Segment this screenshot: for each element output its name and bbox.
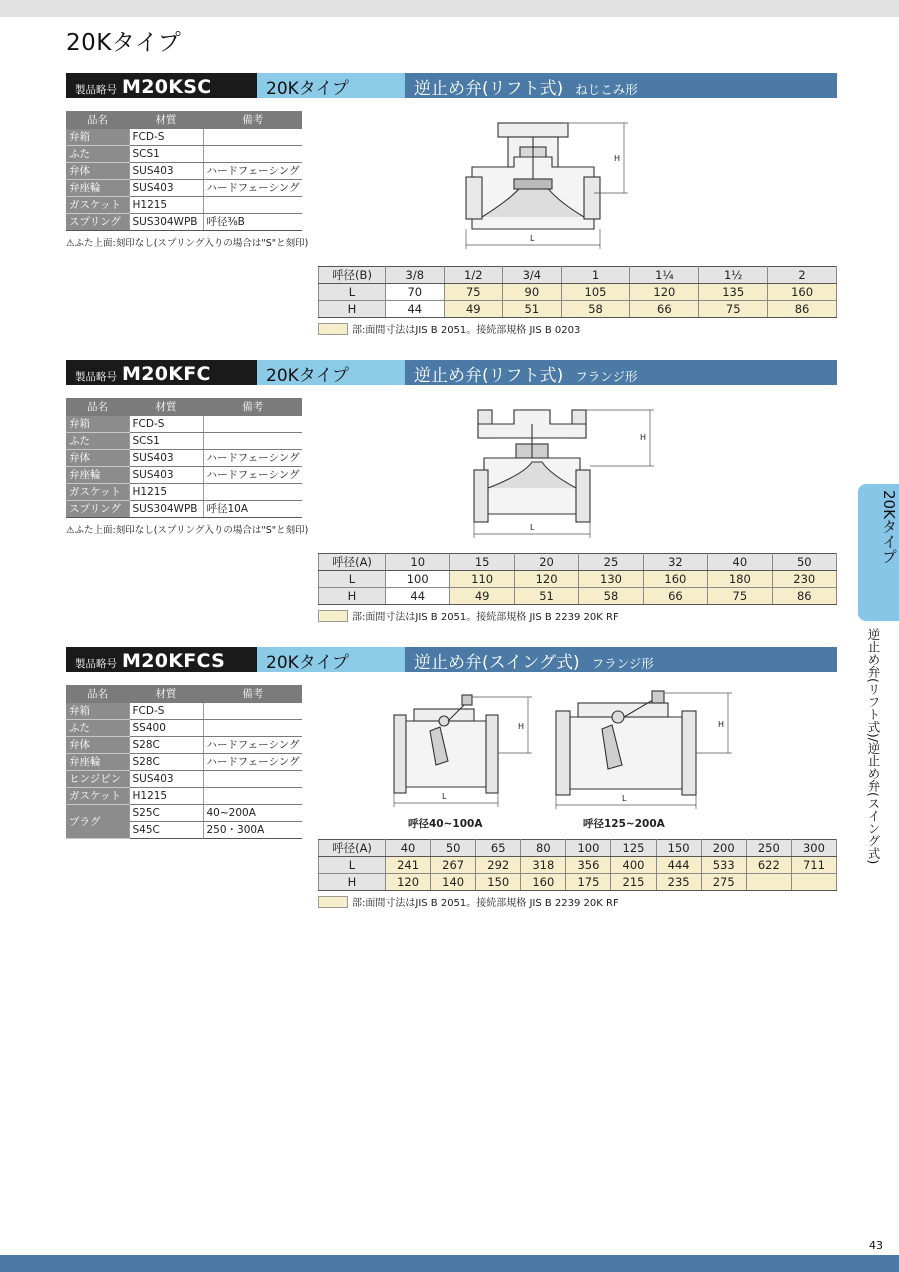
- dim-value: 230: [772, 571, 836, 588]
- dim-value: 175: [566, 874, 611, 891]
- table-row: [66, 787, 302, 804]
- dim-value: 75: [708, 588, 772, 605]
- material: S28C: [129, 753, 203, 770]
- dim-value: 86: [772, 588, 836, 605]
- table-row: [66, 213, 302, 230]
- dim-value: 100: [386, 571, 450, 588]
- material: SCS1: [129, 432, 203, 449]
- table-row: [66, 162, 302, 179]
- dim-head: 10: [386, 554, 450, 571]
- dim-value: 58: [579, 588, 643, 605]
- section-m20kfc: [66, 360, 837, 622]
- lift-check-valve-threaded-drawing: [464, 117, 644, 257]
- row-label: L: [319, 284, 386, 301]
- section-header: [66, 73, 837, 98]
- table-row: [66, 196, 302, 213]
- dim-head: 呼径(A): [319, 840, 386, 857]
- row-label: H: [319, 588, 386, 605]
- dim-label-l: L: [530, 523, 535, 532]
- remark: [203, 483, 302, 500]
- dim-head: 40: [386, 840, 431, 857]
- dim-value: 120: [630, 284, 699, 301]
- dim-head: 50: [431, 840, 476, 857]
- dim-value: 66: [643, 588, 707, 605]
- product-code-label: 製品略号: [75, 371, 117, 383]
- part-name: 弁箱: [66, 415, 129, 432]
- dim-head: 150: [656, 840, 701, 857]
- table-row: [66, 770, 302, 787]
- dim-value: 235: [656, 874, 701, 891]
- materials-header-row: [66, 398, 302, 415]
- material: FCD-S: [129, 128, 203, 145]
- part-name: ふた: [66, 432, 129, 449]
- highlight-swatch: [318, 323, 348, 335]
- dim-label-h: H: [718, 720, 725, 729]
- table-row: [319, 874, 837, 891]
- dim-head: 1/2: [444, 267, 503, 284]
- part-name: 弁座輪: [66, 466, 129, 483]
- dim-label-l: L: [530, 234, 535, 243]
- dim-label-l: L: [622, 794, 627, 803]
- highlight-swatch: [318, 610, 348, 622]
- dimensions-table: [318, 839, 837, 891]
- part-name: 弁体: [66, 736, 129, 753]
- remark: [203, 787, 302, 804]
- dim-head: 80: [521, 840, 566, 857]
- part-name: ガスケット: [66, 196, 129, 213]
- product-name-block: [405, 73, 837, 98]
- materials-header-row: [66, 685, 302, 702]
- legend-text: 部:面間寸法はJIS B 2051。接続部規格 JIS B 2239 20K RF: [352, 898, 619, 909]
- material: H1215: [129, 483, 203, 500]
- material: S28C: [129, 736, 203, 753]
- type-label: 20Kタイプ: [257, 647, 405, 672]
- part-name: プラグ: [66, 804, 129, 838]
- table-row: [66, 415, 302, 432]
- col-part: 品名: [66, 398, 129, 415]
- table-row: [66, 449, 302, 466]
- dim-value: 49: [450, 588, 514, 605]
- dim-header-row: [319, 267, 837, 284]
- table-row: [319, 588, 837, 605]
- side-tab-label: 20Kタイプ: [880, 490, 898, 564]
- cover-marking-note: ⚠ふた上面:刻印なし(スプリング入りの場合は"S"と刻印): [66, 525, 309, 536]
- dim-value: 622: [746, 857, 791, 874]
- dim-value: 444: [656, 857, 701, 874]
- dim-value: 241: [386, 857, 431, 874]
- part-name: ヒンジピン: [66, 770, 129, 787]
- side-category-label: 逆止め弁(リフト式)/逆止め弁(スイング式): [866, 628, 881, 865]
- dim-head: 200: [701, 840, 746, 857]
- dim-value: 51: [514, 588, 578, 605]
- type-label: 20Kタイプ: [257, 360, 405, 385]
- remark: ハードフェーシング: [203, 466, 302, 483]
- dim-label-h: H: [518, 722, 525, 731]
- table-row: [66, 500, 302, 517]
- material: S25C: [129, 804, 203, 821]
- page-number: 43: [869, 1239, 883, 1252]
- col-material: 材質: [129, 111, 203, 128]
- part-name: 弁座輪: [66, 179, 129, 196]
- dim-value: 58: [561, 301, 630, 318]
- product-code-label: 製品略号: [75, 84, 117, 96]
- remark: [203, 702, 302, 719]
- remark: [203, 432, 302, 449]
- remark: [203, 145, 302, 162]
- dim-value: 160: [521, 874, 566, 891]
- dim-value: 160: [768, 284, 837, 301]
- part-name: ふた: [66, 145, 129, 162]
- col-material: 材質: [129, 685, 203, 702]
- swing-check-valve-small-drawing: [388, 691, 538, 811]
- dim-value: 51: [503, 301, 562, 318]
- dim-head: 32: [643, 554, 707, 571]
- dim-head: 呼径(B): [319, 267, 386, 284]
- material: H1215: [129, 196, 203, 213]
- product-code-block: [66, 73, 257, 98]
- product-code-block: [66, 647, 257, 672]
- part-name: スプリング: [66, 500, 129, 517]
- table-row: [66, 128, 302, 145]
- remark: [203, 719, 302, 736]
- section-m20ksc: [66, 73, 837, 336]
- table-row: [319, 301, 837, 318]
- dim-legend: [318, 321, 580, 336]
- lift-check-valve-flanged-drawing: [464, 404, 664, 540]
- col-material: 材質: [129, 398, 203, 415]
- dim-head: 15: [450, 554, 514, 571]
- dim-value: 292: [476, 857, 521, 874]
- product-name-block: [405, 360, 837, 385]
- dim-value: 533: [701, 857, 746, 874]
- highlight-swatch: [318, 896, 348, 908]
- dim-head: 3/8: [386, 267, 445, 284]
- dim-value: 318: [521, 857, 566, 874]
- part-name: 弁箱: [66, 128, 129, 145]
- dim-head: 25: [579, 554, 643, 571]
- dim-head: 50: [772, 554, 836, 571]
- product-name: 逆止め弁(リフト式): [414, 79, 564, 99]
- dim-legend: [318, 894, 619, 909]
- dim-header-row: [319, 554, 837, 571]
- dim-head: 40: [708, 554, 772, 571]
- table-row: [66, 702, 302, 719]
- dim-value: 135: [699, 284, 768, 301]
- remark: ハードフェーシング: [203, 736, 302, 753]
- section-header: [66, 647, 837, 672]
- type-label: 20Kタイプ: [257, 73, 405, 98]
- section-m20kfcs: [66, 647, 837, 912]
- dim-value: 180: [708, 571, 772, 588]
- product-subtype: フランジ形: [575, 369, 638, 384]
- dim-head: 1: [561, 267, 630, 284]
- bottom-bar: [0, 1255, 899, 1272]
- dim-value: 86: [768, 301, 837, 318]
- remark: ハードフェーシング: [203, 753, 302, 770]
- dim-head: 100: [566, 840, 611, 857]
- dim-head: 呼径(A): [319, 554, 386, 571]
- dim-head: 1¼: [630, 267, 699, 284]
- table-row: [319, 571, 837, 588]
- row-label: H: [319, 301, 386, 318]
- materials-header-row: [66, 111, 302, 128]
- material: SUS403: [129, 449, 203, 466]
- dim-head: 125: [611, 840, 656, 857]
- swing-check-valve-large-drawing: [548, 689, 738, 813]
- part-name: ガスケット: [66, 483, 129, 500]
- material: S45C: [129, 821, 203, 838]
- dim-value: 44: [386, 301, 445, 318]
- part-name: 弁体: [66, 162, 129, 179]
- material: H1215: [129, 787, 203, 804]
- legend-text: 部:面間寸法はJIS B 2051。接続部規格 JIS B 0203: [352, 325, 581, 336]
- remark: ハードフェーシング: [203, 179, 302, 196]
- dim-value: 70: [386, 284, 445, 301]
- dimensions-table: [318, 553, 837, 605]
- col-part: 品名: [66, 111, 129, 128]
- table-row: [66, 753, 302, 770]
- table-row: [319, 857, 837, 874]
- part-name: ふた: [66, 719, 129, 736]
- dim-value: 75: [444, 284, 503, 301]
- dim-value: [746, 874, 791, 891]
- dim-value: 130: [579, 571, 643, 588]
- caption-small-size: 呼径40~100A: [408, 818, 483, 830]
- remark: [203, 770, 302, 787]
- product-code: M20KSC: [122, 76, 212, 98]
- remark: 250・300A: [203, 821, 302, 838]
- product-name: 逆止め弁(スイング式): [414, 653, 580, 673]
- dim-head: 3/4: [503, 267, 562, 284]
- table-row: [66, 483, 302, 500]
- dim-value: 44: [386, 588, 450, 605]
- dim-value: [791, 874, 836, 891]
- material: SUS304WPB: [129, 213, 203, 230]
- dim-head: 300: [791, 840, 836, 857]
- product-subtype: フランジ形: [591, 656, 654, 671]
- remark: ハードフェーシング: [203, 449, 302, 466]
- dim-value: 400: [611, 857, 656, 874]
- materials-table: [66, 398, 302, 518]
- material: FCD-S: [129, 415, 203, 432]
- dim-head: 2: [768, 267, 837, 284]
- dim-value: 275: [701, 874, 746, 891]
- dim-value: 150: [476, 874, 521, 891]
- dim-value: 110: [450, 571, 514, 588]
- dim-header-row: [319, 840, 837, 857]
- materials-table: [66, 111, 302, 231]
- product-code-label: 製品略号: [75, 658, 117, 670]
- product-name-block: [405, 647, 837, 672]
- remark: 呼径⅜B: [203, 213, 302, 230]
- remark: [203, 415, 302, 432]
- dim-value: 356: [566, 857, 611, 874]
- table-row: [66, 719, 302, 736]
- remark: 呼径10A: [203, 500, 302, 517]
- remark: [203, 128, 302, 145]
- material: FCD-S: [129, 702, 203, 719]
- table-row: [66, 466, 302, 483]
- row-label: L: [319, 571, 386, 588]
- material: SS400: [129, 719, 203, 736]
- dim-value: 49: [444, 301, 503, 318]
- col-part: 品名: [66, 685, 129, 702]
- page-title: 20Kタイプ: [66, 30, 182, 56]
- material: SUS304WPB: [129, 500, 203, 517]
- dim-value: 90: [503, 284, 562, 301]
- product-name: 逆止め弁(リフト式): [414, 366, 564, 386]
- row-label: H: [319, 874, 386, 891]
- dim-value: 75: [699, 301, 768, 318]
- dim-label-h: H: [614, 154, 621, 163]
- table-row: [66, 179, 302, 196]
- remark: ハードフェーシング: [203, 162, 302, 179]
- remark: [203, 196, 302, 213]
- cover-marking-note: ⚠ふた上面:刻印なし(スプリング入りの場合は"S"と刻印): [66, 238, 309, 249]
- table-row: [66, 145, 302, 162]
- dim-value: 215: [611, 874, 656, 891]
- dim-value: 66: [630, 301, 699, 318]
- material: SUS403: [129, 179, 203, 196]
- dim-head: 250: [746, 840, 791, 857]
- product-code: M20KFCS: [122, 650, 226, 672]
- product-code-block: [66, 360, 257, 385]
- dim-head: 20: [514, 554, 578, 571]
- part-name: 弁座輪: [66, 753, 129, 770]
- dim-value: 267: [431, 857, 476, 874]
- dim-head: 1½: [699, 267, 768, 284]
- dim-value: 105: [561, 284, 630, 301]
- legend-text: 部:面間寸法はJIS B 2051。接続部規格 JIS B 2239 20K RF: [352, 612, 619, 623]
- dim-label-l: L: [442, 792, 447, 801]
- col-remark: 備考: [203, 398, 302, 415]
- dimensions-table: [318, 266, 837, 318]
- col-remark: 備考: [203, 685, 302, 702]
- product-subtype: ねじこみ形: [575, 82, 638, 97]
- dim-label-h: H: [640, 433, 647, 442]
- part-name: 弁体: [66, 449, 129, 466]
- dim-value: 140: [431, 874, 476, 891]
- part-name: 弁箱: [66, 702, 129, 719]
- section-header: [66, 360, 837, 385]
- remark: 40~200A: [203, 804, 302, 821]
- row-label: L: [319, 857, 386, 874]
- material: SUS403: [129, 466, 203, 483]
- col-remark: 備考: [203, 111, 302, 128]
- table-row: [319, 284, 837, 301]
- dim-legend: [318, 608, 619, 623]
- dim-value: 120: [386, 874, 431, 891]
- dim-value: 160: [643, 571, 707, 588]
- material: SCS1: [129, 145, 203, 162]
- material: SUS403: [129, 162, 203, 179]
- materials-table: [66, 685, 302, 839]
- dim-value: 120: [514, 571, 578, 588]
- part-name: スプリング: [66, 213, 129, 230]
- dim-value: 711: [791, 857, 836, 874]
- table-row: [66, 804, 302, 821]
- caption-large-size: 呼径125~200A: [583, 818, 665, 830]
- table-row: [66, 736, 302, 753]
- part-name: ガスケット: [66, 787, 129, 804]
- top-strip: [0, 0, 899, 17]
- product-code: M20KFC: [122, 363, 211, 385]
- table-row: [66, 432, 302, 449]
- dim-head: 65: [476, 840, 521, 857]
- material: SUS403: [129, 770, 203, 787]
